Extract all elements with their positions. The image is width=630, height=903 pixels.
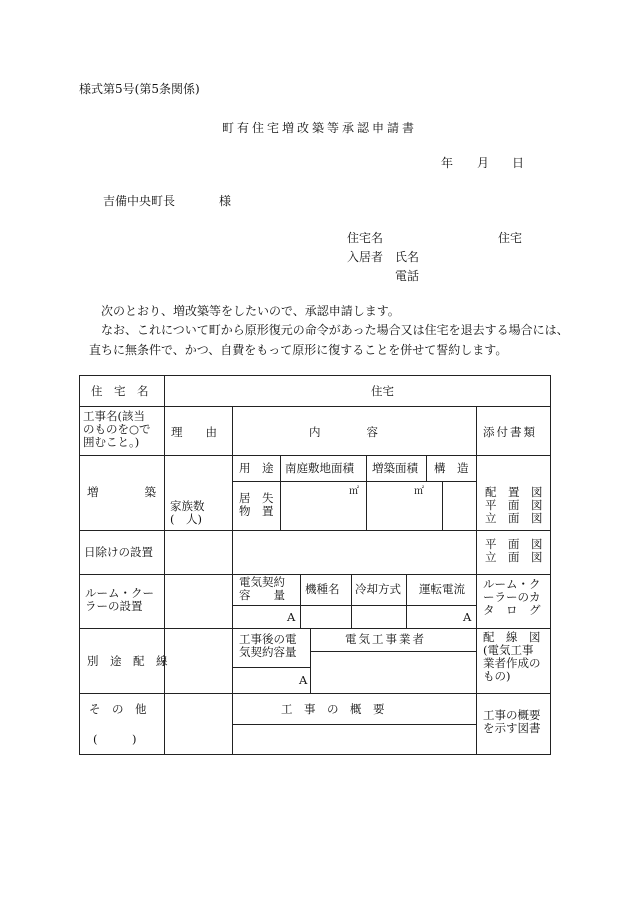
separate-wiring-label: 別 途 配 線 bbox=[87, 654, 168, 668]
body-line-3: 直ちに無条件で、かつ、自費をもって原形に復することを併せて誓約します。 bbox=[89, 343, 508, 357]
date-year-label: 年 bbox=[441, 156, 454, 170]
use-header: 用 途 bbox=[239, 461, 274, 475]
summary-docs: 工事の概要 を示す図書 bbox=[483, 708, 541, 735]
unit-ampere-operating: A bbox=[463, 610, 472, 624]
extension-area-header: 増築面積 bbox=[372, 461, 418, 475]
attachments-header: 添付書類 bbox=[483, 425, 537, 439]
phone-label: 電話 bbox=[395, 269, 420, 283]
wiring-docs: 配 線 図 (電気工事 業者作成の もの) bbox=[483, 630, 541, 683]
sunshade-label: 日除けの設置 bbox=[84, 545, 153, 559]
application-table bbox=[79, 375, 551, 755]
contract-capacity-header: 電気契約 容 量 bbox=[239, 575, 285, 602]
cooler-catalog-docs: ルーム・ク ーラーのカ タ ロ グ bbox=[483, 577, 541, 617]
sunshade-docs: 平 面 図 立 面 図 bbox=[485, 537, 543, 564]
other-parenthesis: ( ) bbox=[93, 732, 137, 746]
form-number: 様式第5号(第5条関係) bbox=[79, 82, 200, 96]
date-day-label: 日 bbox=[512, 156, 525, 170]
work-name-header: 工事名(該当 のものを○で 囲むこと。) bbox=[83, 409, 151, 449]
name-label: 氏名 bbox=[395, 250, 420, 264]
house-name-header: 住 宅 名 bbox=[91, 384, 149, 398]
living-room-label: 居 失 物 置 bbox=[239, 491, 274, 518]
unit-ampere-contract: A bbox=[287, 610, 296, 624]
unit-ampere-post: A bbox=[299, 673, 308, 687]
house-name-label: 住宅名 bbox=[347, 231, 384, 245]
body-line-2: なお、これについて町から原形復元の命令があった場合又は住宅を退去する場合には、 bbox=[101, 323, 569, 337]
operating-current-header: 運転電流 bbox=[419, 582, 465, 596]
document-title: 町有住宅増改築等承認申請書 bbox=[222, 121, 418, 135]
unit-m2-garden: ㎡ bbox=[349, 486, 359, 497]
house-suffix: 住宅 bbox=[498, 231, 523, 245]
electrician-header: 電気工事業者 bbox=[345, 632, 426, 646]
work-summary-header: 工 事 の 概 要 bbox=[281, 702, 385, 716]
room-cooler-label: ルーム・クー ラーの設置 bbox=[85, 586, 154, 613]
structure-header: 構 造 bbox=[434, 461, 469, 475]
body-line-1: 次のとおり、増改築等をしたいので、承認申請します。 bbox=[101, 304, 400, 318]
reason-header: 理 由 bbox=[171, 425, 217, 439]
model-name-header: 機種名 bbox=[305, 582, 340, 596]
addressee: 吉備中央町長 bbox=[103, 194, 176, 208]
post-capacity-header: 工事後の電 気契約容量 bbox=[239, 632, 297, 659]
family-count-label: 家族数 ( 人) bbox=[170, 499, 205, 526]
date-month-label: 月 bbox=[477, 156, 490, 170]
resident-label: 入居者 bbox=[347, 250, 384, 264]
unit-m2-extension: ㎡ bbox=[414, 486, 424, 497]
house-name-value: 住宅 bbox=[371, 384, 394, 398]
south-garden-area-header: 南庭敷地面積 bbox=[285, 461, 354, 475]
content-header: 内 容 bbox=[309, 425, 378, 439]
other-label: そ の 他 bbox=[89, 702, 147, 716]
extension-docs: 配 置 図 平 面 図 立 面 図 bbox=[485, 485, 543, 525]
extension-label: 増 築 bbox=[87, 485, 156, 499]
cooling-method-header: 冷却方式 bbox=[355, 582, 401, 596]
addressee-suffix: 様 bbox=[219, 194, 232, 208]
